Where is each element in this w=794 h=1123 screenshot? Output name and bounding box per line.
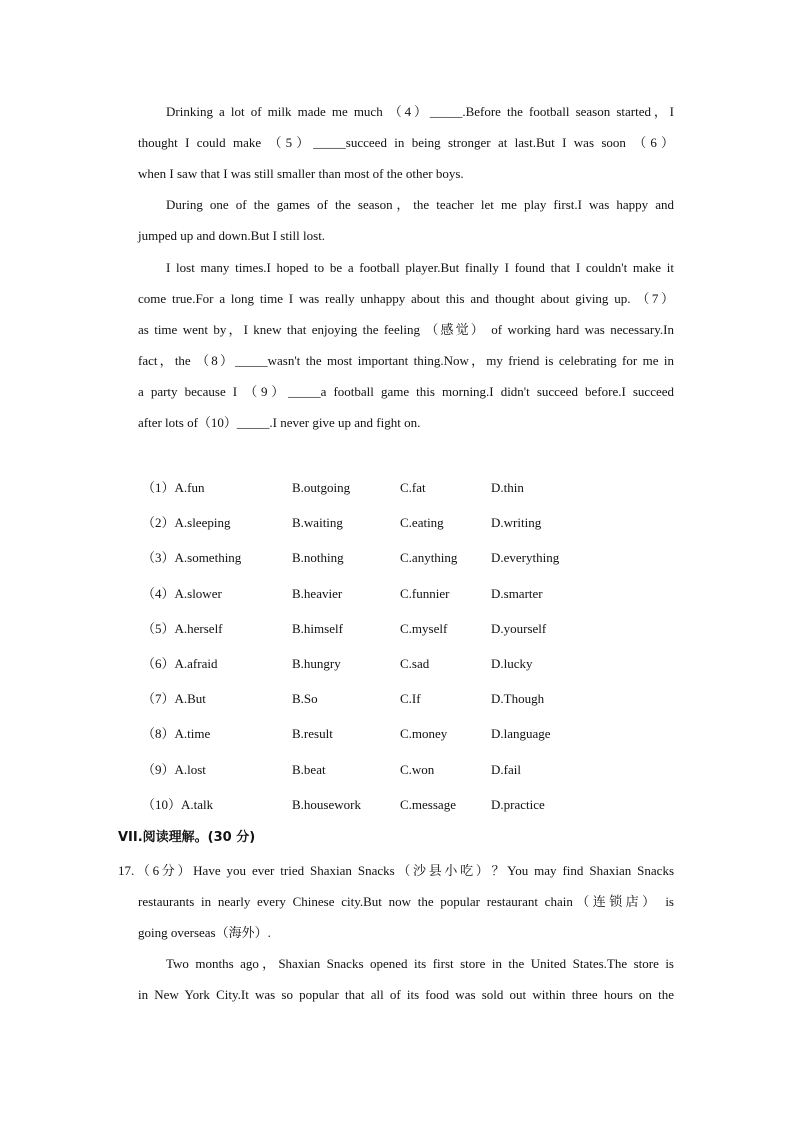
option-a: （4）A.slower <box>142 585 222 601</box>
option-d: D.language <box>491 726 551 742</box>
option-b: B.housework <box>292 796 361 812</box>
option-row-8 <box>142 720 662 755</box>
passage-line: as time went by，I knew that enjoying the feeling （感觉） of working hard was necessary.In <box>138 322 674 337</box>
option-b: B.beat <box>292 761 326 777</box>
passage-paragraph-3 <box>138 252 674 438</box>
passage-line: jumped up and down.But I still lost. <box>138 228 326 243</box>
option-row-3 <box>142 544 662 579</box>
question-line: in New York City.It was so popular that all of its food was sold out within three hours on the <box>138 987 674 1002</box>
option-d: D.thin <box>491 480 524 495</box>
option-row-9 <box>142 756 662 791</box>
option-c: C.won <box>400 761 435 777</box>
option-row-4 <box>142 580 662 615</box>
passage-line: when I saw that I was still smaller than most of the other boys. <box>138 166 464 181</box>
question-17 <box>118 855 674 1010</box>
option-b: B.waiting <box>292 515 343 531</box>
option-row-2 <box>142 509 662 544</box>
option-c: C.myself <box>400 620 448 636</box>
passage-line: thought I could make （5）_____succeed in being stronger at last.But I was soon （6） <box>138 135 674 150</box>
question-line: going overseas（海外）. <box>138 925 271 940</box>
option-c: C.money <box>400 726 448 742</box>
option-c: C.eating <box>400 515 444 531</box>
option-d: D.everything <box>491 550 560 566</box>
option-c: C.funnier <box>400 585 450 601</box>
option-c: C.fat <box>400 480 426 495</box>
option-d: D.writing <box>491 515 542 531</box>
passage-line: a party because I （9）_____a football game this morning.I didn't succeed before.I succeed <box>138 384 674 399</box>
question-line: restaurants in nearly every Chinese city.But now the popular restaurant chain（连锁店） is <box>138 894 674 909</box>
option-b: B.So <box>292 691 318 707</box>
question-line: 17.（6分）Have you ever tried Shaxian Snacks（沙县小吃）？You may find Shaxian Snacks <box>118 863 674 878</box>
option-b: B.result <box>292 726 333 742</box>
passage-line: Drinking a lot of milk made me much （4）_____.Before the football season started，I <box>166 104 674 119</box>
passage-paragraph-1 <box>138 96 674 189</box>
answer-options <box>142 474 662 826</box>
option-a: （6）A.afraid <box>142 655 218 671</box>
option-row-10 <box>142 791 662 826</box>
option-c: C.message <box>400 796 456 812</box>
passage-line: I lost many times.I hoped to be a football player.But finally I found that I couldn't make it <box>166 260 674 275</box>
option-d: D.fail <box>491 761 521 777</box>
option-a: （3）A.something <box>142 550 242 566</box>
passage-line: fact，the （8）_____wasn't the most important thing.Now，my friend is celebrating for me in <box>138 353 674 368</box>
question-line: Two months ago，Shaxian Snacks opened its first store in the United States.The store is <box>166 956 674 971</box>
passage-line: During one of the games of the season，the teacher let me play first.I was happy and <box>166 197 674 212</box>
option-a: （1）A.fun <box>142 480 205 495</box>
option-b: B.himself <box>292 620 343 636</box>
option-a: （10）A.talk <box>142 796 214 812</box>
option-a: （8）A.time <box>142 726 211 742</box>
option-a: （7）A.But <box>142 691 206 707</box>
option-a: （9）A.lost <box>142 761 206 777</box>
option-a: （2）A.sleeping <box>142 515 231 531</box>
option-b: B.outgoing <box>292 480 351 495</box>
section-heading: VII.阅读理解。(30 分) <box>118 830 256 845</box>
option-b: B.hungry <box>292 655 341 671</box>
option-a: （5）A.herself <box>142 620 223 636</box>
option-c: C.anything <box>400 550 458 566</box>
passage-line: after lots of（10）_____.I never give up and fight on. <box>138 415 421 430</box>
option-b: B.nothing <box>292 550 344 566</box>
option-d: D.smarter <box>491 585 543 601</box>
option-d: D.yourself <box>491 620 547 636</box>
option-row-6 <box>142 650 662 685</box>
option-c: C.If <box>400 691 421 707</box>
option-d: D.practice <box>491 796 545 812</box>
option-row-7 <box>142 685 662 720</box>
option-d: D.Though <box>491 691 545 707</box>
option-row-1 <box>142 474 662 509</box>
passage-paragraph-2 <box>138 189 674 251</box>
passage-line: come true.For a long time I was really unhappy about this and thought about giving up. （7） <box>138 291 674 306</box>
option-d: D.lucky <box>491 655 533 671</box>
option-row-5 <box>142 615 662 650</box>
option-c: C.sad <box>400 655 430 671</box>
option-b: B.heavier <box>292 585 343 601</box>
